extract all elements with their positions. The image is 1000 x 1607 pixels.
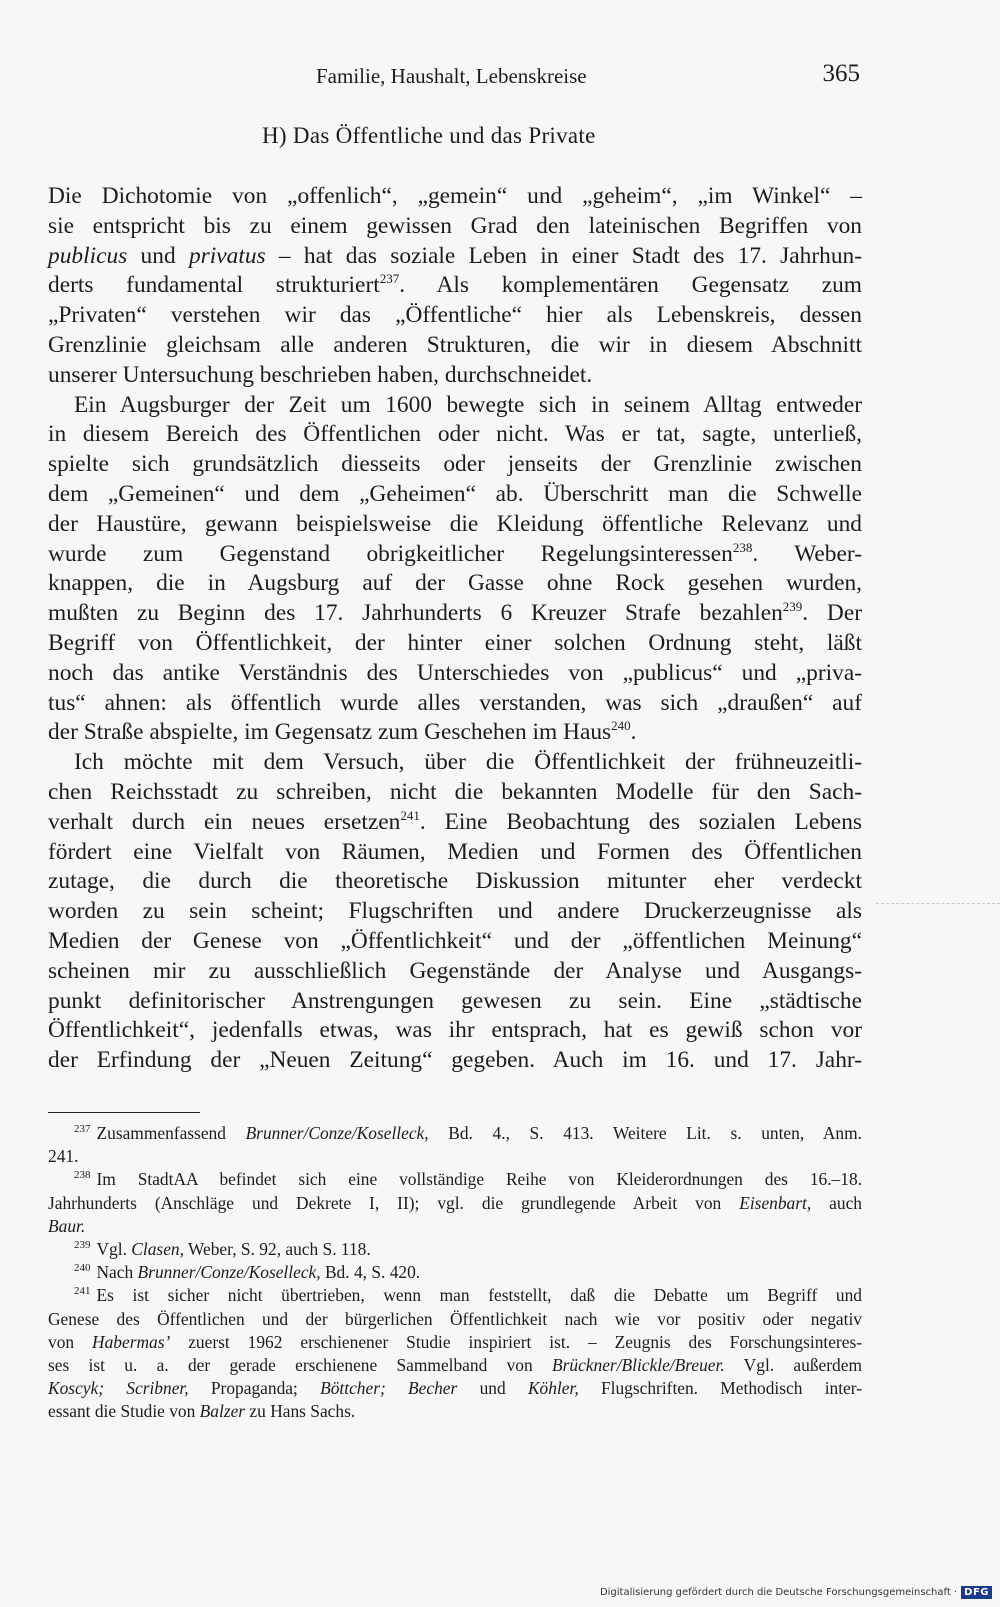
text-span: Zusammenfassend bbox=[96, 1123, 246, 1143]
text-span: Bd. 4, S. 420. bbox=[320, 1262, 421, 1283]
digitization-notice bbox=[600, 1586, 992, 1599]
text-span: Nach bbox=[96, 1262, 138, 1283]
text-span: Im StadtAA befindet sich eine vollständige Reihe von Kleiderordnungen des 16.–18. bbox=[96, 1169, 862, 1190]
footnote-number: 239 bbox=[74, 1239, 91, 1252]
footnote-line bbox=[48, 1122, 862, 1145]
footnote-ref-238[interactable]: 238 bbox=[732, 539, 753, 555]
footnote-line bbox=[48, 1192, 862, 1215]
footnote-line bbox=[48, 1215, 862, 1238]
text-line bbox=[48, 242, 862, 272]
body-text bbox=[48, 182, 862, 1076]
footnotes bbox=[48, 1122, 862, 1424]
running-title: Familie, Haushalt, Lebenskreise bbox=[316, 64, 587, 88]
italic-author: Brückner/Blickle/Breuer. bbox=[551, 1355, 725, 1376]
footnote-number: 237 bbox=[74, 1123, 91, 1135]
text-line: „Privaten“ verstehen wir das „Öffentliche“ hier als Lebenskreis, dessen bbox=[48, 302, 862, 329]
italic-term: publicus bbox=[48, 242, 128, 269]
text-span: von bbox=[48, 1331, 93, 1352]
footnote-line bbox=[48, 1168, 862, 1191]
footnote-239 bbox=[48, 1238, 862, 1261]
footnote-ref-237[interactable]: 237 bbox=[379, 271, 400, 287]
text-span: zuerst 1962 erschienener Studie inspiriert ist. – Zeugnis des Forschungsinteres- bbox=[170, 1331, 863, 1352]
text-line bbox=[48, 808, 862, 838]
text-span: . Weber- bbox=[752, 540, 862, 567]
italic-author: Brunner/Conze/Koselleck, bbox=[245, 1123, 429, 1143]
text-line: Ein Augsburger der Zeit um 1600 bewegte sich in seinem Alltag entweder bbox=[74, 391, 862, 418]
text-span: essant die Studie von bbox=[48, 1401, 200, 1422]
footnote-ref-241[interactable]: 241 bbox=[400, 807, 420, 823]
text-line: chen Reichsstadt zu schreiben, nicht die bekannten Modelle für den Sach- bbox=[48, 778, 862, 805]
footnote-238 bbox=[48, 1168, 862, 1238]
text-line: noch das antike Verständnis des Unterschiedes von „publicus“ und „priva- bbox=[48, 659, 862, 686]
footnote-line bbox=[48, 1377, 862, 1400]
text-line: unserer Untersuchung beschrieben haben, durchschneidet. bbox=[48, 361, 593, 388]
text-span: der Straße abspielte, im Gegensatz zum Geschehen im Haus bbox=[48, 719, 612, 746]
text-line: Grenzlinie gleichsam alle anderen Strukturen, die wir in diesem Abschnitt bbox=[48, 331, 862, 358]
text-span: Weber, S. 92, auch S. 118. bbox=[183, 1239, 371, 1260]
text-line: scheinen mir zu ausschließlich Gegenstände der Analyse und Ausgangs- bbox=[48, 957, 862, 984]
text-span: . Als komplementären Gegensatz zum bbox=[399, 272, 862, 299]
text-span: zu Hans Sachs. bbox=[245, 1401, 356, 1422]
text-span: Vgl. bbox=[96, 1239, 132, 1260]
text-line: sie entspricht bis zu einem gewissen Grad den lateinischen Begriffen von bbox=[48, 212, 862, 239]
paragraph-3 bbox=[48, 748, 862, 1076]
text-line: der Haustüre, gewann beispielsweise die Kleidung öffentliche Relevanz und bbox=[48, 510, 862, 537]
italic-author: Baur. bbox=[48, 1215, 86, 1236]
italic-author: Koscyk; Scribner, bbox=[48, 1378, 189, 1399]
text-span: verhalt durch ein neues ersetzen bbox=[48, 808, 401, 835]
footnote-line bbox=[48, 1331, 862, 1354]
section-heading: H) Das Öffentliche und das Private bbox=[262, 123, 596, 148]
text-span: – hat das soziale Leben in einer Stadt des 17. Jahrhun- bbox=[265, 242, 863, 269]
dfg-logo-icon: DFG bbox=[961, 1586, 992, 1599]
running-head bbox=[300, 60, 860, 94]
paragraph-1 bbox=[48, 182, 862, 391]
text-span: Bd. 4., S. 413. Weitere Lit. s. unten, Anm. bbox=[428, 1123, 862, 1143]
footnote-ref-240[interactable]: 240 bbox=[611, 718, 631, 734]
text-line: Ich möchte mit dem Versuch, über die Öffentlichkeit der frühneuzeitli- bbox=[74, 749, 862, 776]
text-line: der Erfindung der „Neuen Zeitung“ gegeben. Auch im 16. und 17. Jahr- bbox=[48, 1047, 862, 1074]
text-line: in diesem Bereich des Öffentlichen oder nicht. Was er tat, sagte, unterließ, bbox=[48, 421, 862, 448]
footnote-line: 241. bbox=[48, 1146, 79, 1167]
text-line bbox=[48, 540, 862, 570]
text-line: punkt definitorischer Anstrengungen gewesen zu sein. Eine „städtische bbox=[48, 987, 862, 1014]
text-span: derts fundamental strukturiert bbox=[48, 272, 380, 299]
italic-author: Brunner/Conze/Koselleck, bbox=[137, 1262, 321, 1283]
footnote-ref-239[interactable]: 239 bbox=[782, 599, 803, 615]
text-span: mußten zu Beginn des 17. Jahrhunderts 6 Kreuzer Strafe bezahlen bbox=[48, 600, 783, 627]
text-line: Die Dichotomie von „offenlich“, „gemein“ und „geheim“, „im Winkel“ – bbox=[48, 183, 862, 209]
text-span: Vgl. außerdem bbox=[724, 1355, 862, 1376]
text-span: Jahrhunderts (Anschläge und Dekrete I, II); vgl. die grundlegende Arbeit von bbox=[48, 1192, 740, 1213]
italic-author: Balzer bbox=[199, 1401, 246, 1422]
footnote-line bbox=[48, 1261, 862, 1284]
text-line: knappen, die in Augsburg auf der Gasse ohne Rock gesehen wurden, bbox=[48, 570, 862, 597]
paragraph-2 bbox=[48, 391, 862, 749]
footnote-number: 240 bbox=[74, 1262, 91, 1275]
footnote-number: 241 bbox=[74, 1285, 91, 1298]
footnote-240 bbox=[48, 1261, 862, 1284]
text-line: dem „Gemeinen“ und dem „Geheimen“ ab. Überschritt man die Schwelle bbox=[48, 480, 862, 507]
text-span: Es ist sicher nicht übertrieben, wenn man feststellt, daß die Debatte um Begriff und bbox=[96, 1285, 862, 1306]
footnote-line bbox=[48, 1238, 862, 1261]
text-span: Propaganda; bbox=[188, 1378, 321, 1399]
text-span: auch bbox=[811, 1192, 863, 1213]
page-number: 365 bbox=[822, 60, 860, 87]
text-line: Medien der Genese von „Öffentlichkeit“ und der „öffentlichen Meinung“ bbox=[48, 927, 862, 954]
text-line: Öffentlichkeit“, jedenfalls etwas, was ihr entsprach, hat es gewiß schon vor bbox=[48, 1017, 862, 1044]
text-line: spielte sich grundsätzlich diesseits oder jenseits der Grenzlinie zwischen bbox=[48, 451, 862, 478]
text-span: ses ist u. a. der gerade erschienene Sammelband von bbox=[48, 1355, 552, 1376]
italic-author: Böttcher; Becher bbox=[320, 1378, 458, 1399]
footnote-line bbox=[48, 1400, 862, 1423]
footnote-line bbox=[48, 1284, 862, 1307]
footnote-line: Genese des Öffentlichen und der bürgerlichen Öffentlichkeit nach wie vor positiv oder negativ bbox=[48, 1308, 862, 1329]
digitization-text: Digitalisierung gefördert durch die Deutsche Forschungsgemeinschaft · bbox=[599, 1587, 958, 1598]
scan-artifact-line bbox=[876, 903, 1000, 904]
italic-author: Habermas’ bbox=[92, 1331, 171, 1352]
text-line bbox=[48, 271, 862, 301]
text-line: fördert eine Vielfalt von Räumen, Medien und Formen des Öffentlichen bbox=[48, 838, 862, 865]
footnote-237 bbox=[48, 1122, 862, 1168]
italic-term: privatus bbox=[188, 242, 266, 269]
footnote-rule bbox=[48, 1112, 200, 1113]
text-line bbox=[48, 718, 862, 748]
footnote-line bbox=[48, 1354, 862, 1377]
text-line: worden zu sein scheint; Flugschriften und andere Druckerzeugnisse als bbox=[48, 898, 862, 925]
text-span: und bbox=[127, 242, 189, 269]
text-span: . bbox=[630, 719, 637, 746]
text-span: Flugschriften. Methodisch inter- bbox=[578, 1378, 863, 1399]
italic-author: Eisenbart, bbox=[739, 1192, 812, 1213]
text-span: und bbox=[457, 1378, 528, 1399]
italic-author: Clasen, bbox=[131, 1239, 184, 1260]
italic-author: Köhler, bbox=[527, 1378, 579, 1399]
text-line: zutage, die durch die theoretische Diskussion mitunter eher verdeckt bbox=[48, 868, 862, 895]
footnote-number: 238 bbox=[74, 1169, 91, 1182]
text-span: . Eine Beobachtung des sozialen Lebens bbox=[419, 808, 862, 835]
text-line: tus“ ahnen: als öffentlich wurde alles verstanden, was sich „draußen“ auf bbox=[48, 689, 862, 716]
text-line bbox=[48, 599, 862, 629]
text-line: Begriff von Öffentlichkeit, der hinter einer solchen Ordnung steht, läßt bbox=[48, 629, 862, 656]
footnote-241 bbox=[48, 1284, 862, 1423]
text-span: . Der bbox=[802, 600, 862, 627]
text-span: wurde zum Gegenstand obrigkeitlicher Regelungsinteressen bbox=[48, 540, 733, 567]
